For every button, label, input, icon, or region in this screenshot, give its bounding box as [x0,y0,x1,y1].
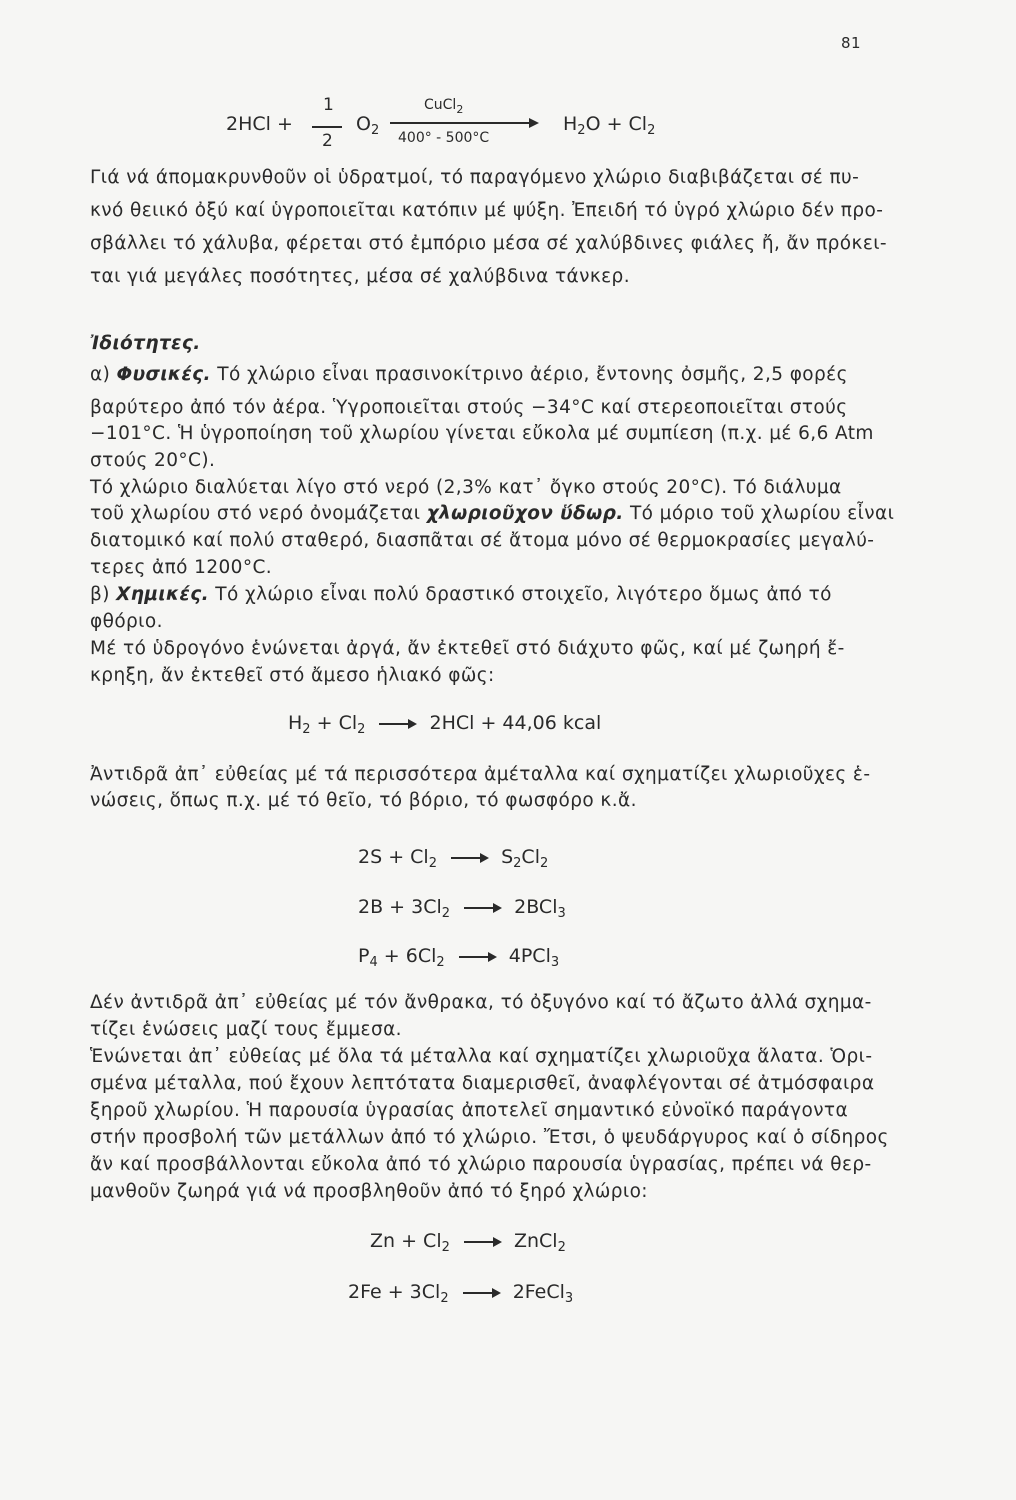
equation-hcl-oxidation [0,0,1016,170]
physical-line-5: Τό χλώριο διαλύεται λίγο στό νερό (2,3% κατ᾽ ὄγκο στούς 20°C). Τό διάλυμα [90,477,842,498]
physical-line-8: τερες ἀπό 1200°C. [90,557,273,578]
equation-sulfur: $2S + Cl_2$ $S_2Cl_2$ [358,846,549,871]
eq-catalyst: CuCl$_2$ [424,97,464,116]
equation-iron: $2Fe + 3Cl_2$ 2FeCl$_3$ [348,1281,574,1306]
chemical-line-3: Μέ τό ὑδρογόνο ἑνώνεται ἀργά, ἄν ἐκτεθεῖ στό διάχυτο φῶς, καί μέ ζωηρή ἔ- [90,638,845,659]
eq-fraction-denominator: 2 [322,131,333,151]
physical-line-1: α) Φυσικές. Τό χλώριο εἶναι πρασινοκίτρινο ἀέριο, ἔντονης ὀσμῆς, 2,5 φορές [90,364,848,385]
eq-products: $H_2O + Cl_2$ [563,113,656,138]
properties-heading: Ἰδιότητες. [90,333,201,354]
metals-line-5: ἄν καί προσβάλλονται εὔκολα ἀπό τό χλώριο παρουσία ὑγρασίας, πρέπει νά θερ- [90,1154,872,1175]
reaction-arrow [459,956,495,958]
carbon-line-2: τίζει ἑνώσεις μαζί τους ἔμμεσα. [90,1019,402,1040]
physical-line-6: τοῦ χλωρίου στό νερό ὀνομάζεται χλωριοῦχον ὕδωρ. Τό μόριο τοῦ χλωρίου εἶναι [90,503,895,524]
reaction-arrow [463,1292,499,1294]
reaction-arrow [390,122,530,124]
metals-line-2: σμένα μέταλλα, πού ἔχουν λεπτότατα διαμερισθεῖ, ἀναφλέγονται σέ ἀτμόσφαιρα [90,1073,875,1094]
chemical-line-2: φθόριο. [90,611,163,632]
para1-line-2: κνό θειικό ὀξύ καί ὑγροποιεῖται κατόπιν μέ ψύξη. Ἐπειδή τό ὑγρό χλώριο δέν προ- [90,200,884,221]
fraction-bar [312,126,342,128]
metals-line-6: μανθοῦν ζωηρά γιά νά προσβληθοῦν ἀπό τό ξηρό χλώριο: [90,1181,648,1202]
reaction-arrow [451,857,487,859]
reaction-arrow [379,723,415,725]
para1-line-3: σβάλλει τό χάλυβα, φέρεται στό ἐμπόριο μέσα σέ χαλύβδινες φιάλες ἤ, ἄν πρόκει- [90,233,887,254]
metals-line-3: ξηροῦ χλωρίου. Ἡ παρουσία ὑγρασίας ἀποτελεῖ σημαντικό εὐνοϊκό παράγοντα [90,1100,849,1121]
metals-line-4: στήν προσβολή τῶν μετάλλων ἀπό τό χλώριο. Ἔτσι, ὁ ψευδάργυρος καί ὁ σίδηρος [90,1127,889,1148]
chemical-line-4: κρηξη, ἄν ἐκτεθεῖ στό ἄμεσο ἡλιακό φῶς: [90,665,495,686]
para1-line-1: Γιά νά άπομακρυνθοῦν οἱ ὑδρατμοί, τό παραγόμενο χλώριο διαβιβάζεται σέ πυ- [90,167,860,188]
para1-line-4: ται γιά μεγάλες ποσότητες, μέσα σέ χαλύβδινα τάνκερ. [90,266,630,287]
equation-zinc: $Zn + Cl_2$ ZnCl$_2$ [370,1230,566,1255]
reaction-arrow [464,1241,500,1243]
nonmetals-line-2: νώσεις, ὅπως π.χ. μέ τό θεῖο, τό βόριο, τό φωσφόρο κ.ἄ. [90,790,637,811]
chemical-line-1: β) Χημικές. Τό χλώριο εἶναι πολύ δραστικό στοιχεῖο, λιγότερο ὅμως ἀπό τό [90,584,832,605]
arrow-head [529,118,539,128]
equation-boron: $2B + 3Cl_2$ 2BCl$_3$ [358,896,566,921]
nonmetals-line-1: Ἀντιδρᾶ ἀπ᾽ εὐθείας μέ τά περισσότερα ἀμέταλλα καί σχηματίζει χλωριοῦχες ἑ- [90,764,871,785]
reaction-arrow [464,907,500,909]
metals-line-1: Ἑνώνεται ἀπ᾽ εὐθείας μέ ὅλα τά μέταλλα καί σχηματίζει χλωριοῦχα ἅλατα. Ὁρι- [90,1046,873,1067]
equation-h2-cl2: $H_2 + Cl_2$ 2HCl + 44,06 kcal [288,712,602,737]
carbon-line-1: Δέν ἀντιδρᾶ ἀπ᾽ εὐθείας μέ τόν ἄνθρακα, τό ὀξυγόνο καί τό ἄζωτο ἀλλά σχημα- [90,992,872,1013]
equation-phosphorus: $P_4 + 6Cl_2$ 4PCl$_3$ [358,945,560,970]
physical-line-4: στούς 20°C). [90,450,216,471]
page-number: 81 [841,34,861,52]
eq-conditions: 400° - 500°C [398,130,490,146]
physical-line-7: διατομικό καί πολύ σταθερό, διασπᾶται σέ ἄτομα μόνο σέ θερμοκρασίες μεγαλύ- [90,530,875,551]
eq-reactant-hcl: 2HCl + [226,113,293,135]
physical-line-3: −101°C. Ἡ ὑγροποίηση τοῦ χλωρίου γίνεται εὔκολα μέ συμπίεση (π.χ. μέ 6,6 Atm [90,423,874,444]
physical-line-2: βαρύτερο ἀπό τόν ἀέρα. Ὑγροποιεῖται στούς −34°C καί στερεοποιεῖται στούς [90,397,848,418]
eq-fraction-numerator: 1 [323,95,334,115]
eq-reactant-o2: $O_2$ [356,113,380,138]
